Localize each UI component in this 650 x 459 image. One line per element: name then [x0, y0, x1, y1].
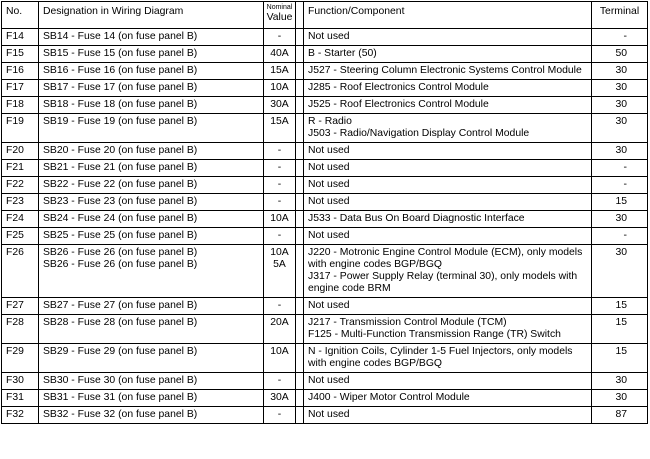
- function-text: Not used: [308, 179, 350, 190]
- nominal-value-text: -: [277, 31, 282, 42]
- nominal-value-text: -: [277, 230, 282, 241]
- fuse-number: F24: [2, 211, 39, 228]
- fuse-number: F16: [2, 63, 39, 80]
- spacer-cell: [296, 29, 304, 46]
- function-text: B - Starter (50): [308, 48, 377, 59]
- function-text: N - Ignition Coils, Cylinder 1-5 Fuel Injectors, only models: [308, 346, 573, 357]
- nominal-value-text: -: [277, 196, 282, 207]
- header-nominal-small: Nominal: [266, 4, 293, 11]
- function-cell: [304, 245, 592, 298]
- table-row: [2, 177, 648, 194]
- fuse-number: F29: [2, 344, 39, 373]
- spacer-cell: [296, 245, 304, 298]
- spacer-cell: [296, 97, 304, 114]
- nominal-value-cell: [264, 114, 296, 143]
- function-cell: [304, 228, 592, 245]
- nominal-value-text: 15A: [270, 116, 289, 127]
- nominal-value-cell: [264, 245, 296, 298]
- header-terminal: Terminal: [592, 2, 648, 29]
- spacer-cell: [296, 315, 304, 344]
- nominal-value-text: -: [277, 179, 282, 190]
- function-cell: [304, 143, 592, 160]
- function-cell: [304, 29, 592, 46]
- designation-cell: [39, 97, 264, 114]
- function-text: Not used: [308, 375, 350, 386]
- header-nominal-value: [264, 2, 296, 29]
- nominal-value-text: -: [277, 300, 282, 311]
- fuse-number: F19: [2, 114, 39, 143]
- function-cell: [304, 97, 592, 114]
- nominal-value-cell: [264, 97, 296, 114]
- designation-text: SB19 - Fuse 19 (on fuse panel B): [43, 116, 198, 127]
- designation-cell: [39, 114, 264, 143]
- terminal-cell: 30: [592, 97, 648, 114]
- function-text: J285 - Roof Electronics Control Module: [308, 82, 489, 93]
- function-text: J503 - Radio/Navigation Display Control Module: [308, 128, 530, 139]
- fuse-number: F31: [2, 390, 39, 407]
- designation-text: SB16 - Fuse 16 (on fuse panel B): [43, 65, 198, 76]
- designation-text: SB27 - Fuse 27 (on fuse panel B): [43, 300, 198, 311]
- function-text: F125 - Multi-Function Transmission Range (TR) Switch: [308, 329, 561, 340]
- designation-text: SB24 - Fuse 24 (on fuse panel B): [43, 213, 198, 224]
- function-cell: [304, 373, 592, 390]
- function-cell: [304, 298, 592, 315]
- function-text: Not used: [308, 145, 350, 156]
- header-designation: Designation in Wiring Diagram: [39, 2, 264, 29]
- function-cell: [304, 80, 592, 97]
- function-text: Not used: [308, 300, 350, 311]
- fuse-number: F26: [2, 245, 39, 298]
- designation-text: SB14 - Fuse 14 (on fuse panel B): [43, 31, 198, 42]
- designation-cell: [39, 373, 264, 390]
- designation-cell: [39, 46, 264, 63]
- designation-cell: [39, 63, 264, 80]
- table-row: [2, 373, 648, 390]
- spacer-cell: [296, 46, 304, 63]
- designation-text: SB17 - Fuse 17 (on fuse panel B): [43, 82, 198, 93]
- fuse-table-body: [2, 29, 648, 424]
- function-cell: [304, 114, 592, 143]
- designation-cell: [39, 298, 264, 315]
- table-row: [2, 211, 648, 228]
- spacer-cell: [296, 344, 304, 373]
- table-row: [2, 344, 648, 373]
- designation-text: SB21 - Fuse 21 (on fuse panel B): [43, 162, 198, 173]
- designation-cell: [39, 407, 264, 424]
- function-text: Not used: [308, 196, 350, 207]
- spacer-cell: [296, 63, 304, 80]
- nominal-value-cell: [264, 177, 296, 194]
- function-cell: [304, 390, 592, 407]
- nominal-value-text: -: [277, 375, 282, 386]
- fuse-number: F18: [2, 97, 39, 114]
- table-row: [2, 407, 648, 424]
- fuse-number: F14: [2, 29, 39, 46]
- designation-cell: [39, 80, 264, 97]
- terminal-cell: 15: [592, 298, 648, 315]
- designation-text: SB25 - Fuse 25 (on fuse panel B): [43, 230, 198, 241]
- function-text: J317 - Power Supply Relay (terminal 30), only models with: [308, 271, 578, 282]
- designation-cell: [39, 245, 264, 298]
- terminal-cell: 30: [592, 211, 648, 228]
- header-spacer: [296, 2, 304, 29]
- terminal-cell: 30: [592, 390, 648, 407]
- function-text: Not used: [308, 230, 350, 241]
- spacer-cell: [296, 114, 304, 143]
- fuse-number: F17: [2, 80, 39, 97]
- table-row: [2, 160, 648, 177]
- nominal-value-text: 5A: [273, 259, 286, 270]
- function-cell: [304, 407, 592, 424]
- spacer-cell: [296, 80, 304, 97]
- designation-cell: [39, 211, 264, 228]
- designation-text: SB26 - Fuse 26 (on fuse panel B): [43, 259, 198, 270]
- table-row: [2, 97, 648, 114]
- designation-text: SB29 - Fuse 29 (on fuse panel B): [43, 346, 198, 357]
- nominal-value-cell: [264, 298, 296, 315]
- nominal-value-text: 10A: [270, 213, 289, 224]
- nominal-value-text: -: [277, 409, 282, 420]
- nominal-value-text: 10A: [270, 82, 289, 93]
- fuse-number: F28: [2, 315, 39, 344]
- designation-cell: [39, 29, 264, 46]
- function-cell: [304, 344, 592, 373]
- nominal-value-text: 30A: [270, 392, 289, 403]
- terminal-cell: -: [592, 160, 648, 177]
- nominal-value-cell: [264, 143, 296, 160]
- function-text: with engine codes BGP/BGQ: [308, 259, 442, 270]
- fuse-number: F30: [2, 373, 39, 390]
- function-cell: [304, 194, 592, 211]
- fuse-number: F23: [2, 194, 39, 211]
- terminal-cell: 15: [592, 344, 648, 373]
- function-text: R - Radio: [308, 116, 352, 127]
- function-text: J217 - Transmission Control Module (TCM): [308, 317, 507, 328]
- terminal-cell: 30: [592, 143, 648, 160]
- nominal-value-cell: [264, 228, 296, 245]
- designation-text: SB23 - Fuse 23 (on fuse panel B): [43, 196, 198, 207]
- function-text: J527 - Steering Column Electronic Systems Control Module: [308, 65, 582, 76]
- terminal-cell: 87: [592, 407, 648, 424]
- spacer-cell: [296, 373, 304, 390]
- fuse-number: F27: [2, 298, 39, 315]
- designation-cell: [39, 143, 264, 160]
- table-row: [2, 390, 648, 407]
- nominal-value-text: 15A: [270, 65, 289, 76]
- terminal-cell: 30: [592, 245, 648, 298]
- fuse-table: [1, 1, 648, 424]
- spacer-cell: [296, 177, 304, 194]
- designation-cell: [39, 228, 264, 245]
- nominal-value-text: -: [277, 145, 282, 156]
- designation-cell: [39, 344, 264, 373]
- table-row: [2, 143, 648, 160]
- header-nominal-big: Value: [266, 12, 293, 23]
- function-text: engine code BRM: [308, 283, 391, 294]
- nominal-value-cell: [264, 80, 296, 97]
- function-text: Not used: [308, 409, 350, 420]
- fuse-number: F22: [2, 177, 39, 194]
- spacer-cell: [296, 407, 304, 424]
- fuse-number: F15: [2, 46, 39, 63]
- table-row: [2, 114, 648, 143]
- designation-text: SB31 - Fuse 31 (on fuse panel B): [43, 392, 198, 403]
- function-cell: [304, 46, 592, 63]
- designation-cell: [39, 315, 264, 344]
- table-row: [2, 29, 648, 46]
- designation-cell: [39, 177, 264, 194]
- function-text: J533 - Data Bus On Board Diagnostic Interface: [308, 213, 525, 224]
- fuse-table-container: [1, 1, 647, 456]
- fuse-number: F20: [2, 143, 39, 160]
- terminal-cell: 50: [592, 46, 648, 63]
- function-cell: [304, 211, 592, 228]
- function-text: J220 - Motronic Engine Control Module (ECM), only models: [308, 247, 583, 258]
- terminal-cell: -: [592, 228, 648, 245]
- spacer-cell: [296, 211, 304, 228]
- fuse-number: F25: [2, 228, 39, 245]
- spacer-cell: [296, 143, 304, 160]
- nominal-value-text: 40A: [270, 48, 289, 59]
- nominal-value-cell: [264, 29, 296, 46]
- table-row: [2, 194, 648, 211]
- terminal-cell: 30: [592, 114, 648, 143]
- nominal-value-cell: [264, 407, 296, 424]
- nominal-value-cell: [264, 46, 296, 63]
- spacer-cell: [296, 390, 304, 407]
- table-row: [2, 46, 648, 63]
- spacer-cell: [296, 160, 304, 177]
- designation-text: SB26 - Fuse 26 (on fuse panel B): [43, 247, 198, 258]
- table-row: [2, 80, 648, 97]
- terminal-cell: 15: [592, 315, 648, 344]
- nominal-value-text: 30A: [270, 99, 289, 110]
- function-text: J400 - Wiper Motor Control Module: [308, 392, 470, 403]
- spacer-cell: [296, 298, 304, 315]
- designation-text: SB30 - Fuse 30 (on fuse panel B): [43, 375, 198, 386]
- nominal-value-cell: [264, 344, 296, 373]
- function-cell: [304, 63, 592, 80]
- nominal-value-cell: [264, 211, 296, 228]
- terminal-cell: 30: [592, 80, 648, 97]
- header-row: [2, 2, 648, 29]
- nominal-value-cell: [264, 390, 296, 407]
- nominal-value-text: -: [277, 162, 282, 173]
- function-text: Not used: [308, 31, 350, 42]
- header-no: No.: [2, 2, 39, 29]
- spacer-cell: [296, 228, 304, 245]
- nominal-value-cell: [264, 160, 296, 177]
- spacer-cell: [296, 194, 304, 211]
- terminal-cell: -: [592, 177, 648, 194]
- designation-cell: [39, 390, 264, 407]
- fuse-number: F21: [2, 160, 39, 177]
- table-row: [2, 228, 648, 245]
- terminal-cell: 30: [592, 373, 648, 390]
- terminal-cell: 15: [592, 194, 648, 211]
- nominal-value-text: 10A: [270, 346, 289, 357]
- designation-text: SB18 - Fuse 18 (on fuse panel B): [43, 99, 198, 110]
- nominal-value-cell: [264, 194, 296, 211]
- nominal-value-cell: [264, 63, 296, 80]
- designation-text: SB22 - Fuse 22 (on fuse panel B): [43, 179, 198, 190]
- function-text: Not used: [308, 162, 350, 173]
- designation-text: SB28 - Fuse 28 (on fuse panel B): [43, 317, 198, 328]
- function-cell: [304, 177, 592, 194]
- terminal-cell: -: [592, 29, 648, 46]
- header-function: Function/Component: [304, 2, 592, 29]
- designation-text: SB32 - Fuse 32 (on fuse panel B): [43, 409, 198, 420]
- table-row: [2, 315, 648, 344]
- table-row: [2, 63, 648, 80]
- function-cell: [304, 160, 592, 177]
- nominal-value-cell: [264, 373, 296, 390]
- function-cell: [304, 315, 592, 344]
- designation-cell: [39, 194, 264, 211]
- designation-text: SB15 - Fuse 15 (on fuse panel B): [43, 48, 198, 59]
- nominal-value-text: 20A: [270, 317, 289, 328]
- table-row: [2, 245, 648, 298]
- fuse-number: F32: [2, 407, 39, 424]
- designation-text: SB20 - Fuse 20 (on fuse panel B): [43, 145, 198, 156]
- terminal-cell: 30: [592, 63, 648, 80]
- function-text: with engine codes BGP/BGQ: [308, 358, 442, 369]
- designation-cell: [39, 160, 264, 177]
- nominal-value-text: 10A: [270, 247, 289, 258]
- function-text: J525 - Roof Electronics Control Module: [308, 99, 489, 110]
- table-row: [2, 298, 648, 315]
- nominal-value-cell: [264, 315, 296, 344]
